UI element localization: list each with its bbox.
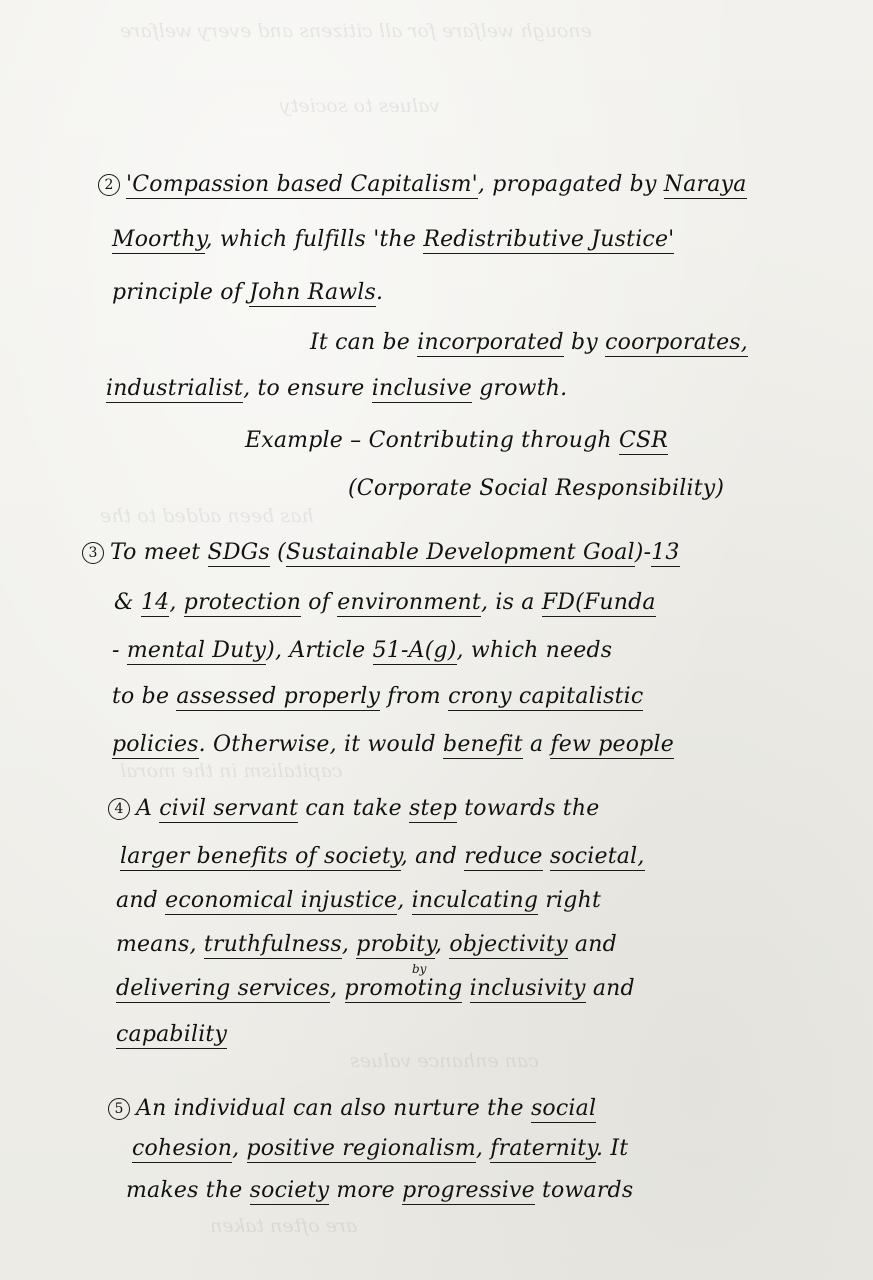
point-5-line-3: makes the society more progressive towards	[126, 1178, 634, 1203]
bleed-through-text: values to society	[280, 95, 441, 117]
point-3-line-2: & 14, protection of environment, is a FD(Funda	[114, 590, 656, 615]
point-4-line-4: means, truthfulness, probity, objectivity and	[116, 932, 617, 957]
point-number-2: 2	[98, 174, 120, 196]
point-2-line-7: (Corporate Social Responsibility)	[348, 476, 725, 501]
point-3-line-3: - mental Duty), Article 51-A(g), which needs	[112, 638, 613, 663]
inserted-word-by: by	[412, 962, 427, 976]
point-4-line-1: 4 A civil servant can take step towards the	[108, 796, 599, 821]
point-4-line-2: larger benefits of society, and reduce societal,	[120, 844, 645, 869]
point-4-line-5: delivering services, promoting inclusivity and	[116, 976, 635, 1001]
point-number-5: 5	[108, 1098, 130, 1120]
point-5-line-1: 5 An individual can also nurture the social	[108, 1096, 596, 1121]
point-2-line-2: Moorthy, which fulfills 'the Redistributive Justice'	[112, 227, 675, 252]
point-2-line-4: It can be incorporated by coorporates,	[310, 330, 748, 355]
point-2-line-6: Example – Contributing through CSR	[245, 428, 669, 453]
point-number-3: 3	[82, 542, 104, 564]
point-5-line-2: cohesion, positive regionalism, fraternity. It	[132, 1136, 629, 1161]
bleed-through-text: capitalism in the moral	[120, 760, 343, 782]
point-2-line-3: principle of John Rawls.	[112, 280, 384, 305]
bleed-through-text: can enhance values	[350, 1050, 539, 1072]
bleed-through-text: enough welfare for all citizens and every welfare	[120, 20, 592, 42]
point-4-line-6: capability	[116, 1022, 228, 1047]
point-3-line-1: 3 To meet SDGs (Sustainable Development Goal)-13	[82, 540, 680, 565]
point-2-line-5: industrialist, to ensure inclusive growth.	[106, 376, 568, 401]
bleed-through-text: are often taken	[210, 1215, 358, 1237]
point-number-4: 4	[108, 798, 130, 820]
point-3-line-4: to be assessed properly from crony capitalistic	[112, 684, 644, 709]
bleed-through-text: has been added to the	[100, 505, 314, 527]
point-3-line-5: policies. Otherwise, it would benefit a few people	[112, 732, 674, 757]
point-4-line-3: and economical injustice, inculcating right	[116, 888, 601, 913]
point-2-line-1: 2 'Compassion based Capitalism', propagated by Naraya	[98, 172, 747, 197]
